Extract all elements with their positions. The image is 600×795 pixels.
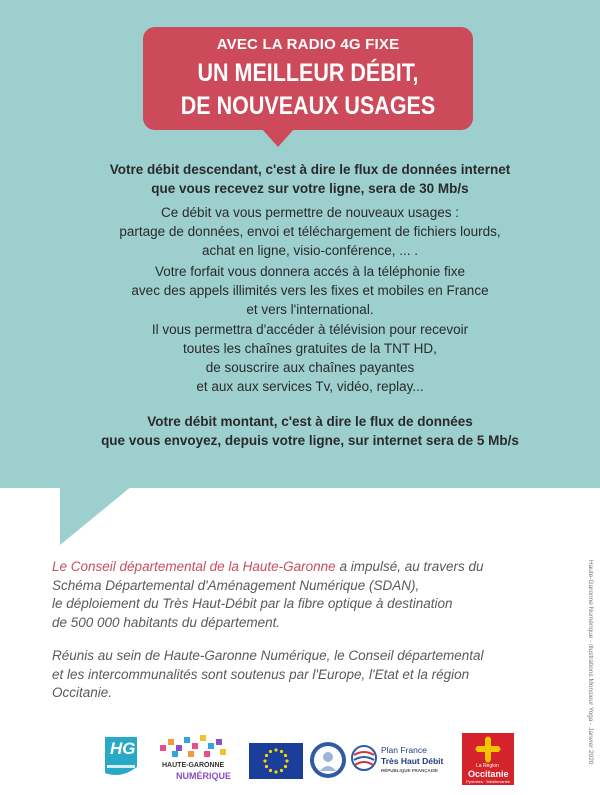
text-line: avec des appels illimités vers les fixes et mobiles en France	[131, 283, 489, 298]
text-line: toutes les chaînes gratuites de la TNT HD,	[183, 341, 437, 356]
pixel-map-icon	[150, 731, 240, 765]
footer-paragraph-sdan	[52, 558, 562, 632]
region-line1: La Région	[476, 763, 499, 769]
text-line: Votre débit descendant, c'est à dire le flux de données internet	[109, 162, 511, 177]
hgn-logo-top: HAUTE-GARONNE	[162, 762, 225, 769]
plan-thd-line3: RÉPUBLIQUE FRANÇAISE	[381, 768, 439, 773]
paragraph-new-uses	[40, 203, 580, 260]
hgn-logo-bottom: NUMÉRIQUE	[176, 771, 232, 781]
partner-logos	[0, 725, 600, 795]
region-line3: Pyrénées · Méditerranée	[466, 779, 511, 784]
plan-thd-line1: Plan France	[381, 745, 427, 755]
text-line: et vers l'international.	[246, 302, 374, 317]
haute-garonne-numerique-logo	[150, 731, 240, 783]
banner-subtitle: AVEC LA RADIO 4G FIXE	[216, 36, 400, 53]
footer-paragraph-partners	[52, 647, 562, 703]
seal-icon	[309, 741, 347, 779]
text-line: achat en ligne, visio-conférence, ... .	[201, 243, 419, 258]
text-line: Réunis au sein de Haute-Garonne Numérique, le Conseil départemental	[52, 648, 484, 663]
text-line	[52, 558, 562, 577]
banner-title-line-2: DE NOUVEAUX USAGES	[180, 92, 436, 120]
paragraph-upload-speed	[40, 412, 580, 450]
paragraph-download-speed	[40, 160, 580, 198]
text-line: Votre forfait vous donnera accés à la téléphonie fixe	[155, 264, 465, 279]
text-line: de 500 000 habitants du département.	[52, 614, 281, 630]
text-line: partage de données, envoi et téléchargement de fichiers lourds,	[119, 224, 501, 239]
text-fragment: a impulsé, au travers du	[335, 559, 484, 574]
text-line: Occitanie.	[52, 685, 113, 700]
eu-flag-icon	[249, 743, 303, 779]
text-line: le déploiement du Très Haut-Débit par la fibre optique à destination	[52, 596, 453, 611]
text-line: Il vous permettra d'accéder à télévision pour recevoir	[151, 322, 469, 337]
text-line: de souscrire aux chaînes payantes	[205, 360, 415, 375]
text-line: Schéma Départemental d'Aménagement Numérique (SDAN),	[52, 577, 420, 593]
eu-flag-logo	[249, 743, 303, 779]
text-line: Votre débit montant, c'est à dire le flux de données	[147, 414, 473, 429]
region-line2: Occitanie	[468, 769, 509, 779]
side-credit-text: Haute-Garonne Numérique - illustrations Monsieur Yoga - Janvier 2020	[587, 560, 594, 765]
text-line: que vous envoyez, depuis votre ligne, sur internet sera de 5 Mb/s	[101, 433, 519, 448]
plan-france-thd-logo	[351, 745, 451, 781]
paragraph-telephony	[40, 262, 580, 319]
highlight-council: Le Conseil départemental de la Haute-Garonne	[52, 559, 336, 574]
paragraph-television	[40, 320, 580, 396]
plan-thd-line2: Très Haut Débit	[381, 756, 444, 766]
text-line: et aux aux services Tv, vidéo, replay...	[196, 379, 424, 394]
republic-seal-logo	[309, 741, 347, 779]
hg-logo-text: HG	[110, 739, 136, 758]
banner-title-line-1: UN MEILLEUR DÉBIT,	[197, 59, 419, 87]
text-line: que vous recevez sur votre ligne, sera de 30 Mb/s	[151, 181, 469, 196]
region-occitanie-logo	[462, 733, 514, 785]
haute-garonne-logo	[103, 735, 139, 777]
plan-thd-icon	[351, 745, 377, 771]
text-line: Ce débit va vous permettre de nouveaux usages :	[161, 205, 459, 220]
text-line: et les intercommunalités sont soutenus par l'Europe, l'Etat et la région	[52, 666, 470, 682]
